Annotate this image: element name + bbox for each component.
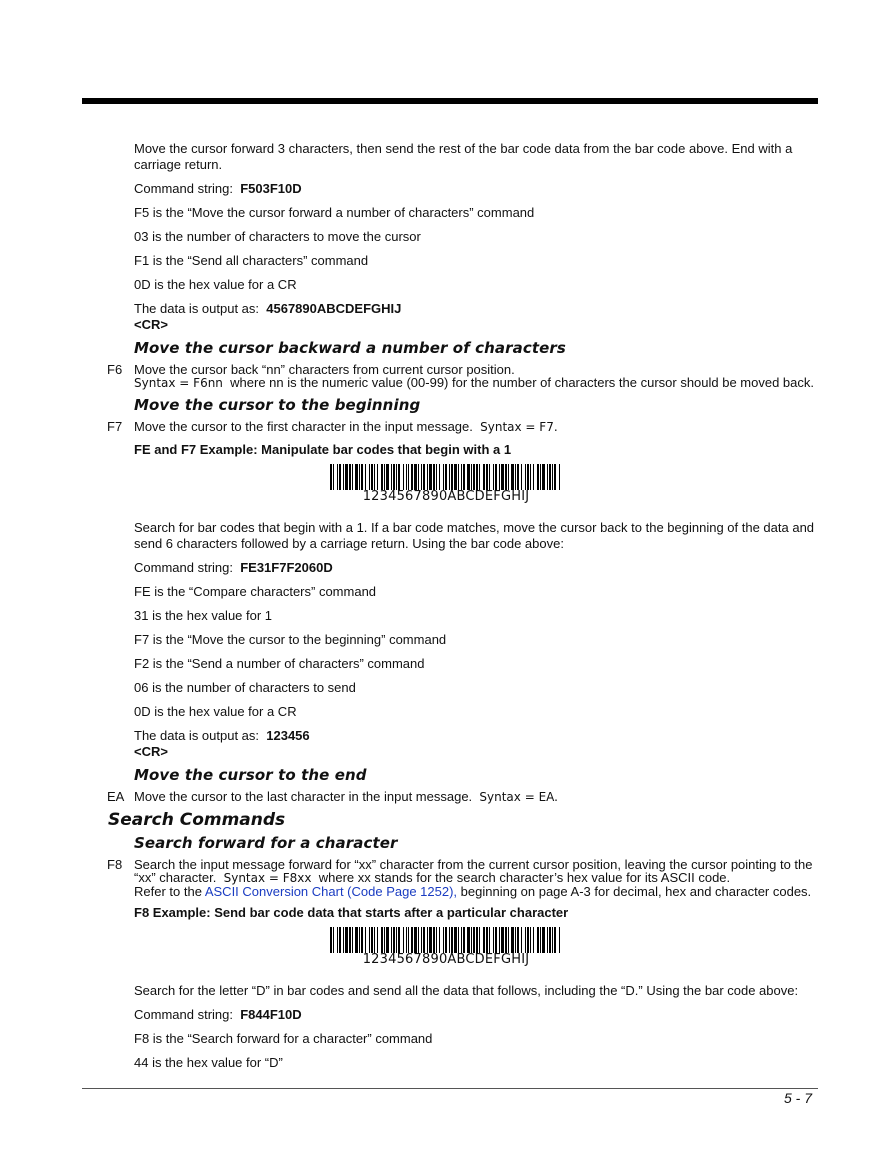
barcode-bar [355,927,358,953]
barcode-bar [527,464,529,490]
barcode-bar [483,927,485,953]
command-code: F8 [107,857,123,872]
output-cr: <CR> [134,317,168,332]
page-number: 5 - 7 [783,1090,812,1106]
command-label: Command string: [134,560,233,575]
syntax-description: where xx stands for the search character’s hex value for its ASCII code. [318,870,731,885]
barcode-bar [361,464,363,490]
barcode-bar [549,464,551,490]
syntax: Syntax = F8xx [223,871,312,885]
intro-note: 03 is the number of characters to move the cursor [134,229,421,244]
barcode-bar [552,927,553,953]
barcode-bar [343,927,344,953]
barcode-bar [339,927,341,953]
barcode-bar [533,464,534,490]
barcode-bar [549,927,551,953]
barcode-bar [458,464,459,490]
barcode-bar [408,927,409,953]
barcode-bar [521,927,522,953]
barcode-bar [371,927,373,953]
barcode-bar [381,464,383,490]
example-note: 44 is the hex value for “D” [134,1055,283,1070]
barcode-bar [489,927,490,953]
example-note: 0D is the hex value for a CR [134,704,297,719]
barcode-bar [495,927,497,953]
intro-note: F1 is the “Send all characters” command [134,253,369,268]
barcode-bar [345,927,348,953]
barcode-bar [421,927,422,953]
barcode-bar [352,927,353,953]
example-command-string [134,560,818,576]
barcode-bar [427,927,428,953]
barcode-bar [493,464,494,490]
example-command-string [134,1007,818,1023]
barcode-bar [554,464,556,490]
heading-end: Move the cursor to the end [134,766,367,784]
barcode-bar [384,927,385,953]
barcode-bar [355,464,358,490]
barcode-bar [486,927,488,953]
example-note: F8 is the “Search forward for a character” command [134,1031,433,1046]
barcode-bar [479,464,480,490]
header-rule [82,98,818,104]
barcode-bar [501,927,504,953]
output-value: 123456 [266,728,310,743]
barcode-bar [476,464,478,490]
barcode-bar [530,927,531,953]
barcode-bar [542,464,545,490]
example-note: FE is the “Compare characters” command [134,584,377,599]
output-cr: <CR> [134,744,168,759]
barcode-bar [473,927,475,953]
barcode-bar [427,464,428,490]
barcode-bar [369,464,370,490]
barcode-bar [414,464,417,490]
barcode-bar [530,464,531,490]
command-ea [107,789,818,804]
example-note: 31 is the hex value for 1 [134,608,273,623]
ascii-chart-link[interactable]: ASCII Conversion Chart (Code Page 1252), [204,884,458,899]
barcode-bar [391,927,392,953]
output-label: The data is output as: [134,728,260,743]
barcode-bar [377,464,378,490]
command-text: Move the cursor to the first character in the input message. [134,419,473,434]
output-value: 4567890ABCDEFGHIJ [266,301,402,316]
barcode-bar [386,927,389,953]
barcode-bar [552,464,553,490]
barcode-human-readable: 1234567890ABCDEFGHIJ [362,489,530,504]
barcode-bar [345,464,348,490]
barcode-bar [463,927,465,953]
barcode-bar [393,464,395,490]
page-content [107,141,818,1079]
command-value: F844F10D [240,1007,302,1022]
barcode-bar [542,927,545,953]
barcode-bar [439,927,440,953]
example-output [134,728,818,760]
barcode-bar [361,927,363,953]
barcode-bar [414,927,417,953]
barcode-bar [433,927,435,953]
barcode-bar [467,927,470,953]
barcode-bar [403,927,404,953]
barcode-bar [489,464,490,490]
barcode-bar [403,464,404,490]
barcode-bar [515,927,516,953]
barcode-bar [343,464,344,490]
barcode-bar [384,464,385,490]
footer-rule [82,1088,818,1089]
barcode-bar [527,927,529,953]
barcode-bar [411,464,413,490]
barcode-bar [508,927,509,953]
barcode-bar [418,927,419,953]
barcode-bar [369,927,370,953]
barcode-bar [445,927,447,953]
barcode-bar [381,927,383,953]
barcode-bar [429,464,432,490]
barcode-bar [458,927,459,953]
barcode-bar [451,464,453,490]
command-code: F7 [107,419,123,434]
barcode-bar [495,464,497,490]
barcode-bar [337,464,338,490]
barcode-bar [505,464,507,490]
barcode-bar [493,927,494,953]
example-note: 06 is the number of characters to send [134,680,356,695]
barcode-bar [439,464,440,490]
barcode-bar [554,927,556,953]
barcode-bar [349,464,351,490]
refer-prefix: Refer to the [134,884,202,899]
command-code: EA [107,789,125,804]
barcode-bar [436,464,437,490]
intro-note: F5 is the “Move the cursor forward a number of characters” command [134,205,535,220]
example-description: Search for the letter “D” in bar codes and send all the data that follows, including the “D.” Using the bar code above: [134,983,799,998]
barcode-bar [429,927,432,953]
command-value: F503F10D [240,181,302,196]
barcode-bar [501,464,504,490]
barcode-bar [365,927,366,953]
barcode-bar [374,927,375,953]
barcode-image [330,464,564,504]
intro-command-string [134,181,818,197]
barcode-bar [461,464,462,490]
barcode-bar [396,464,397,490]
barcode-bar [386,464,389,490]
intro-output [134,301,818,333]
barcode-bar [398,927,400,953]
barcode-bar [511,927,514,953]
barcode-bar [540,927,541,953]
barcode-bar [540,464,541,490]
barcode-bar [537,927,539,953]
barcode-bar [517,927,519,953]
barcode-bar [486,464,488,490]
example-title: F8 Example: Send bar code data that starts after a particular character [134,905,569,920]
example-note: F7 is the “Move the cursor to the beginning” command [134,632,447,647]
command-f6 [107,362,818,390]
barcode-bar [359,927,360,953]
barcode-bar [537,464,539,490]
barcode-bar [525,927,526,953]
barcode-bar [467,464,470,490]
barcode-bar [499,464,500,490]
barcode-bars [330,927,562,953]
barcode-bar [337,927,338,953]
command-f8 [107,857,818,899]
barcode-bar [471,927,472,953]
barcode-bar [352,464,353,490]
heading-search-forward: Search forward for a character [134,834,398,852]
barcode-bar [547,927,548,953]
barcode-bar [423,464,425,490]
barcode-bar [393,927,395,953]
barcode-bar [559,464,560,490]
barcode-bar [411,927,413,953]
syntax: Syntax = EA. [479,790,558,804]
command-text: Search the input message forward for “xx” character from the current cursor position, leaving the cursor pointing to the “xx” character. [134,857,813,885]
barcode-bar [547,464,548,490]
barcode-human-readable: 1234567890ABCDEFGHIJ [362,952,530,967]
command-text: Move the cursor to the last character in the input message. [134,789,473,804]
barcode-bar [377,927,378,953]
heading-beginning: Move the cursor to the beginning [134,396,421,414]
barcode-bar [471,464,472,490]
barcode-bar [511,464,514,490]
syntax-description: where nn is the numeric value (00-99) for the number of characters the cursor should be moved back. [230,375,815,390]
barcode-bar [421,464,422,490]
command-f7 [107,419,818,434]
barcode-bar [517,464,519,490]
barcode-bar [454,464,457,490]
barcode-bar [391,464,392,490]
barcode-bar [533,927,534,953]
barcode-bar [396,927,397,953]
barcode-bar [349,927,351,953]
output-label: The data is output as: [134,301,260,316]
command-value: FE31F7F2060D [240,560,333,575]
barcode-bar [371,464,373,490]
barcode-bar [436,927,437,953]
barcode-bar [433,464,435,490]
barcode-bar [515,464,516,490]
refer-suffix: beginning on page A-3 for decimal, hex and character codes. [460,884,812,899]
barcode-bar [443,927,444,953]
barcode-bar [521,464,522,490]
example-note: F2 is the “Send a number of characters” command [134,656,425,671]
intro-note: 0D is the hex value for a CR [134,277,297,292]
barcode-bars [330,464,562,490]
barcode-bar [408,464,409,490]
barcode-bar [461,927,462,953]
barcode-bar [333,927,334,953]
heading-search-commands: Search Commands [108,810,286,830]
barcode-bar [449,927,450,953]
example-description: Search for bar codes that begin with a 1. If a bar code matches, move the cursor back to the beginning of the data and send 6 characters followed by a carriage return. Using the bar code above: [134,520,815,551]
barcode-bar [445,464,447,490]
barcode-bar [476,927,478,953]
command-code: F6 [107,362,123,377]
barcode-bar [330,464,332,490]
barcode-bar [463,464,465,490]
barcode-bar [406,927,407,953]
barcode-bar [499,927,500,953]
barcode-bar [443,464,444,490]
barcode-bar [330,927,332,953]
barcode-bar [473,464,475,490]
barcode-bar [525,464,526,490]
barcode-bar [454,927,457,953]
barcode-bar [508,464,509,490]
barcode-bar [559,927,560,953]
barcode-bar [374,464,375,490]
syntax: Syntax = F6nn [134,376,223,390]
barcode-bar [451,927,453,953]
command-text: Move the cursor back “nn” characters from current cursor position. [134,362,515,377]
heading-backward: Move the cursor backward a number of characters [134,339,566,357]
syntax: Syntax = F7. [480,420,558,434]
barcode-bar [359,464,360,490]
barcode-bar [339,464,341,490]
command-label: Command string: [134,181,233,196]
barcode-image [330,927,564,967]
barcode-bar [398,464,400,490]
barcode-bar [333,464,334,490]
barcode-bar [406,464,407,490]
barcode-bar [365,464,366,490]
barcode-bar [505,927,507,953]
barcode-bar [449,464,450,490]
barcode-bar [418,464,419,490]
command-label: Command string: [134,1007,233,1022]
intro-description: Move the cursor forward 3 characters, then send the rest of the bar code data from the bar code above. End with a carriage return. [134,141,793,172]
example-title: FE and F7 Example: Manipulate bar codes that begin with a 1 [134,442,512,457]
barcode-bar [423,927,425,953]
barcode-bar [479,927,480,953]
barcode-bar [483,464,485,490]
